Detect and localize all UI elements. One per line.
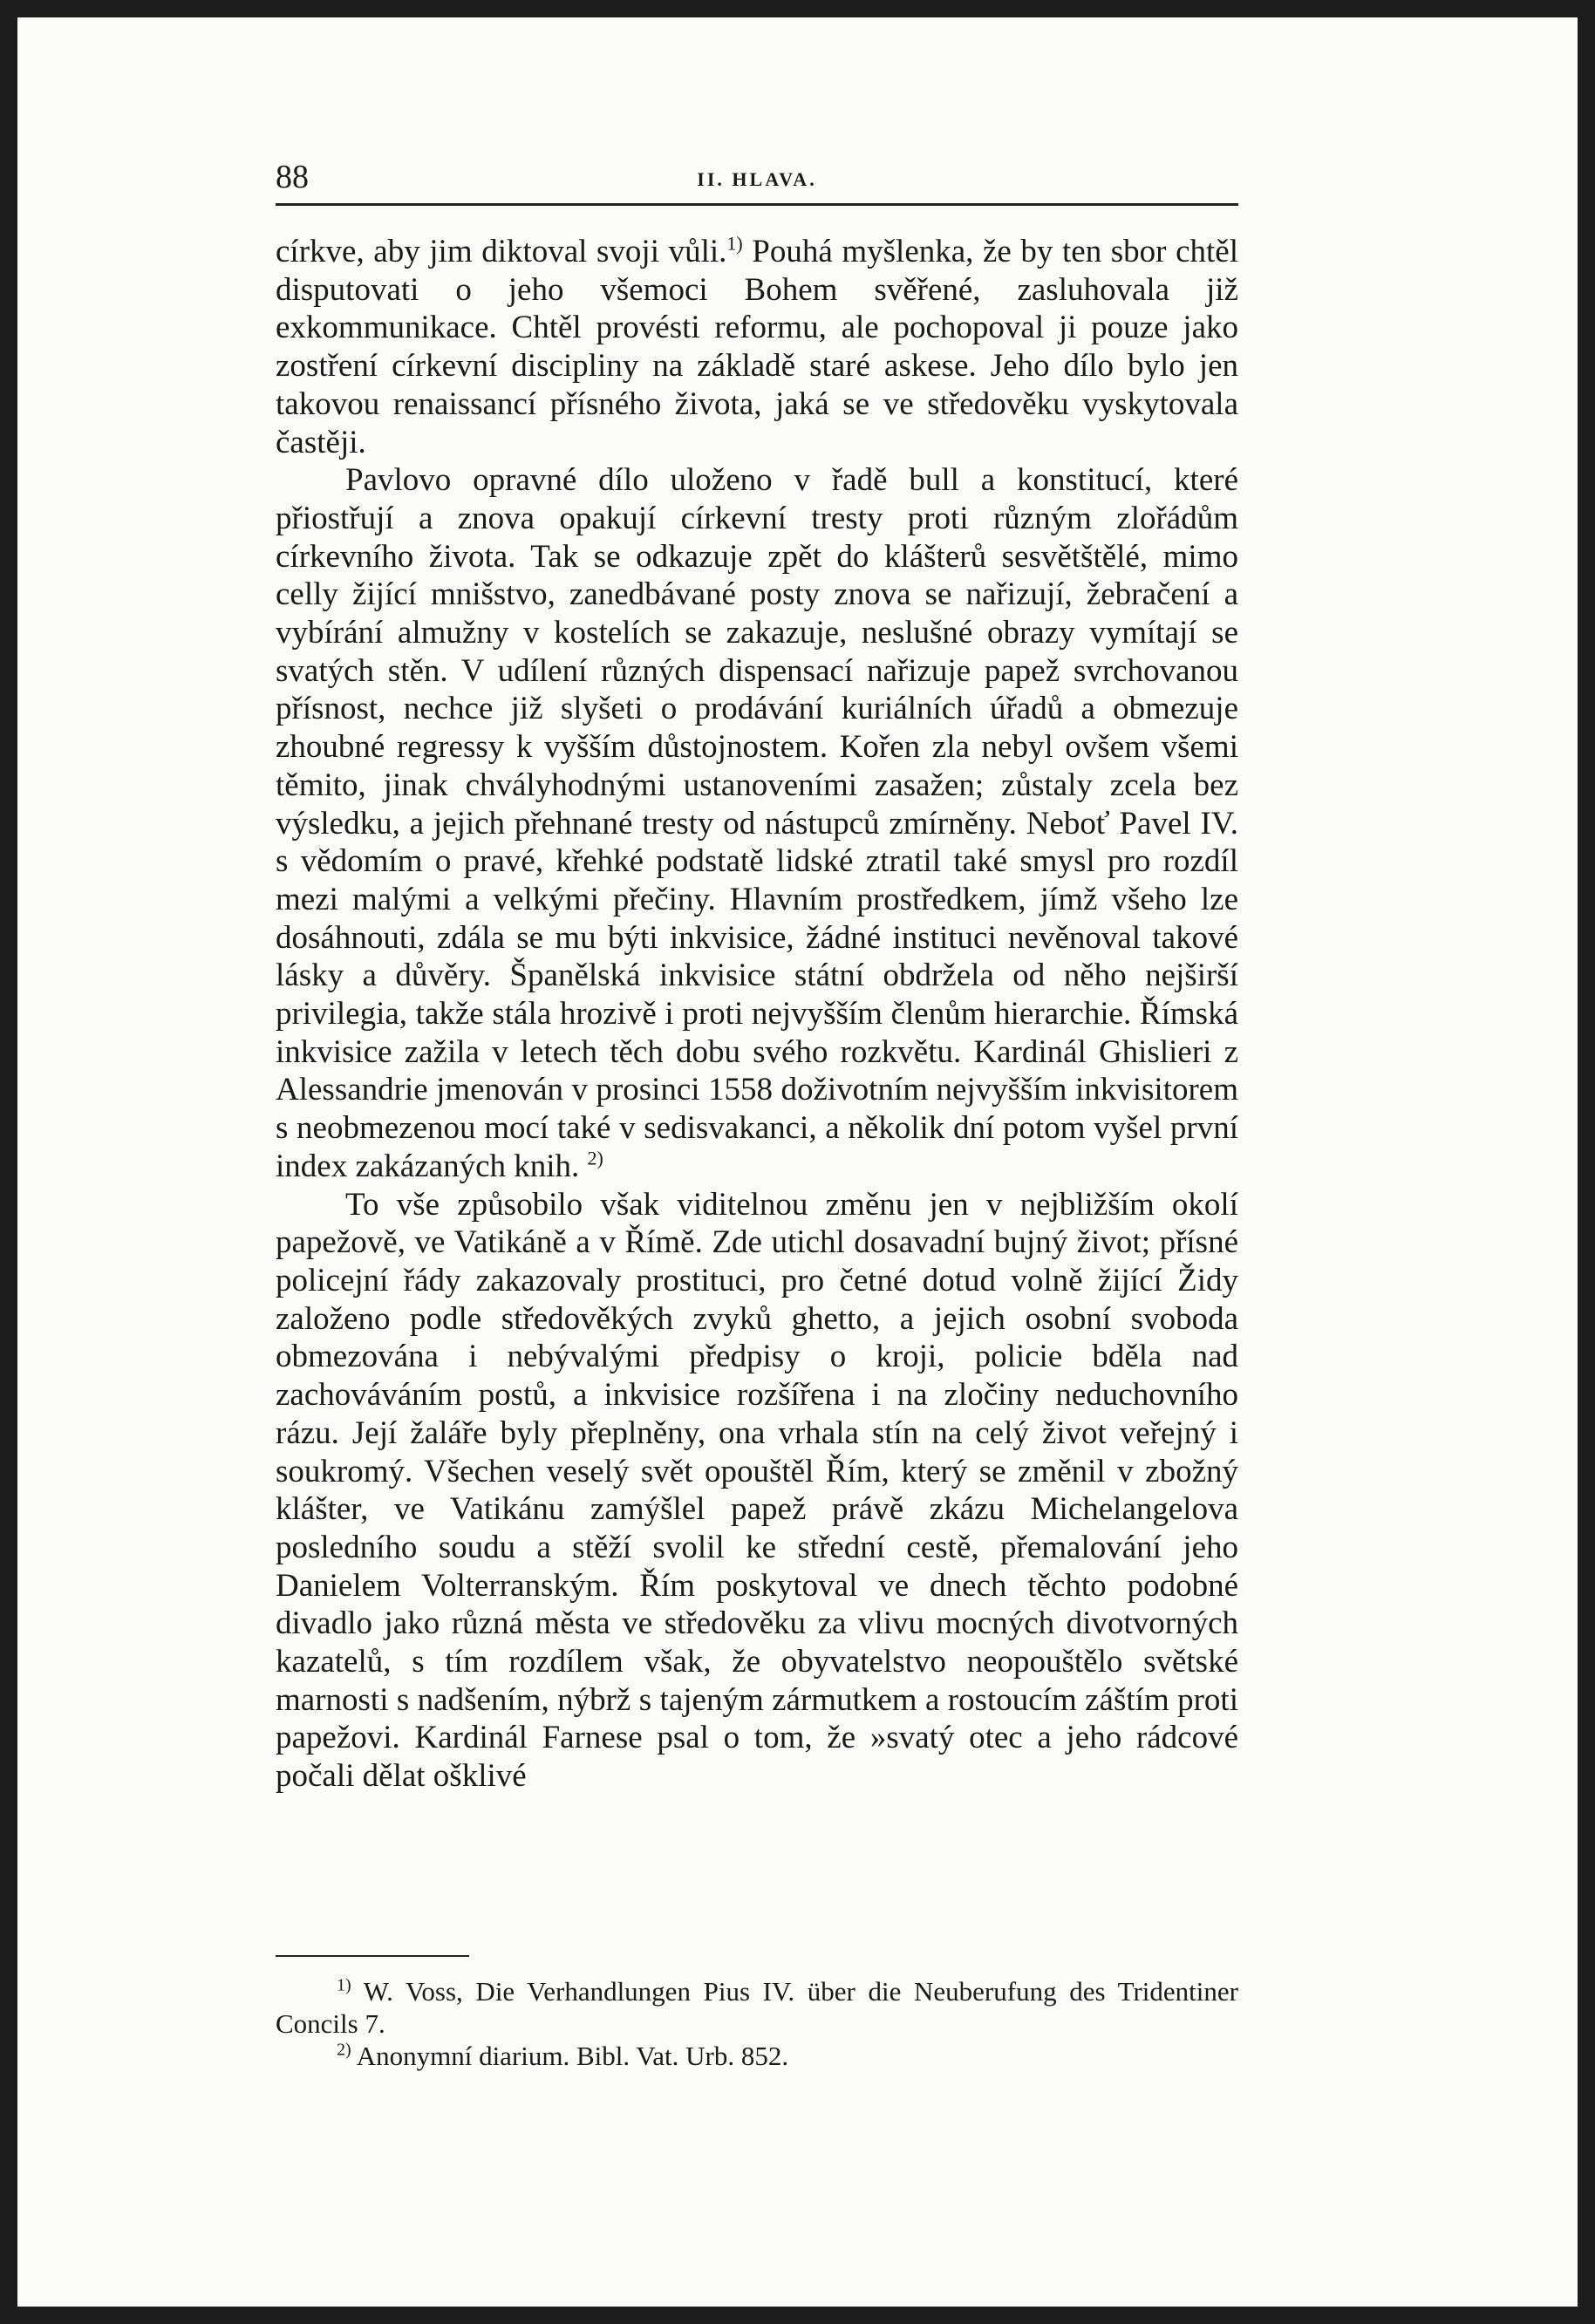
page-header [276, 160, 1238, 206]
footnotes [276, 1975, 1238, 2072]
paragraph-text: církve, aby jim diktoval svoji vůli. [276, 234, 727, 269]
footnote-text: Anonymní diarium. Bibl. Vat. Urb. 852. [351, 2041, 789, 2071]
book-page [17, 17, 1578, 2307]
page-number: 88 [276, 159, 309, 195]
footnote-mark: 2) [337, 2040, 351, 2060]
paragraph [276, 461, 1238, 1185]
paragraph-text: Pouhá myšlenka, že by ten sbor chtěl disputovati o jeho všemoci Bohem svěřené, zasluhovala již exkommunikace. Chtěl provésti reformu, ale pochopoval ji pouze jako zostření církevní discipliny na základě staré askese. Jeho dílo bylo jen takovou renaissancí přísného života, jaká se ve středověku vyskytovala častěji. [276, 234, 1238, 460]
footnote-divider [276, 1955, 469, 1957]
running-head: II. HLAVA. [697, 168, 817, 190]
footnote-reference: 2) [587, 1147, 603, 1169]
main-text [276, 233, 1238, 1796]
paragraph [276, 1186, 1238, 1796]
paragraph [276, 233, 1238, 461]
paragraph-text: Pavlovo opravné dílo uloženo v řadě bull a konstitucí, které přiostřují a znova opakují církevní tresty proti různým zlořádům církevního života. Tak se odkazuje zpět do klášterů sesvětštělé, mimo celly žijící mnišstvo, zanedbávané posty znova se nařizují, žebračení a vybírání almužny v kostelích se zakazuje, neslušné obrazy vymítají se svatých stěn. V udílení různých dispensací nařizuje papež svrchovanou přísnost, nechce již slyšeti o prodávání kuriálních úřadů a obmezuje zhoubné regressy k vyšším důstojnostem. Kořen zla nebyl ovšem všemi těmito, jinak chvályhodnými ustanoveními zasažen; zůstaly zcela bez výsledku, a jejich přehnané tresty od nástupců zmírněny. Neboť Pavel IV. s vědomím o pravé, křehké podstatě lidské ztratil také smysl pro rozdíl mezi malými a velkými přečiny. Hlavním prostředkem, jímž všeho lze dosáhnouti, zdála se mu býti inkvisice, žádné instituci nevěnoval takové lásky a důvěry. Španělská inkvisice státní obdržela od něho nejširší privilegia, takže stála hrozivě i proti nejvyšším členům hierarchie. Římská inkvisice zažila v letech těch dobu svého rozkvětu. Kardinál Ghislieri z Alessandrie jmenován v prosinci 1558 doživotním nejvyšším inkvisitorem s neobmezenou mocí také v sedisvakanci, a několik dní potom vyšel první index zakázaných knih. [276, 462, 1238, 1184]
footnote-text: W. Voss, Die Verhandlungen Pius IV. über die Neuberufung des Tridentiner Concils 7. [276, 1976, 1238, 2039]
footnote [276, 1975, 1238, 2040]
footnote-reference: 1) [726, 232, 743, 255]
paragraph-text: To vše způsobilo však viditelnou změnu jen v nejbližším okolí papežově, ve Vatikáně a v Římě. Zde utichl dosavadní bujný život; přísné policejní řády zakazovaly prostituci, pro četné dotud volně žijící Židy založeno podle středověkých zvyků ghetto, a jejich osobní svoboda obmezována i nebývalými předpisy o kroji, policie bděla nad zachováváním postů, a inkvisice rozšířena i na zločiny neduchovního rázu. Její žaláře byly přeplněny, ona vrhala stín na celý život veřejný i soukromý. Všechen veselý svět opouštěl Řím, který se změnil v zbožný klášter, ve Vatikánu zamýšlel papež právě zkázu Michelangelova posledního soudu a stěží svolil ke střední cestě, přemalování jeho Danielem Volterranským. Řím poskytoval ve dnech těchto podobné divadlo jako různá města ve středověku za vlivu mocných divotvorných kazatelů, s tím rozdílem však, že obyvatelstvo neopouštělo světské marnosti s nadšením, nýbrž s tajeným zármutkem a rostoucím záštím proti papežovi. Kardinál Farnese psal o tom, že »svatý otec a jeho rádcové počali dělat ošklivé [276, 1186, 1238, 1795]
footnote-mark: 1) [337, 1975, 351, 1995]
footnote [276, 2040, 1238, 2072]
